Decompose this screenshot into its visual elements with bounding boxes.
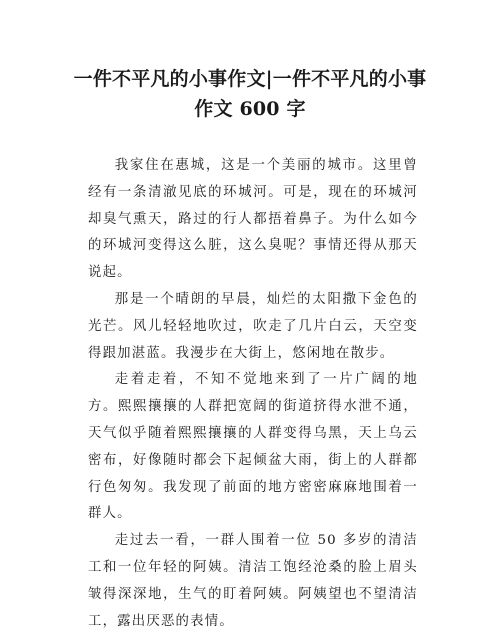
document-title: 一件不平凡的小事作文|一件不平凡的小事作文 600 字 [73, 68, 427, 120]
paragraph: 走过去一看，一群人围着一位 50 多岁的清洁工和一位年轻的阿姨。清洁工饱经沧桑的脸上眉头皱得深深地，生气的盯着阿姨。阿姨望也不望清洁工，露出厌恶的表情。 [88, 533, 418, 629]
paragraph: 走着走着，不知不觉地来到了一片广阔的地方。熙熙攘攘的人群把宽阔的街道挤得水泄不通，天气似乎随着熙熙攘攘的人群变得乌黑，天上乌云密布，好像随时都会下起倾盆大雨，街上的人群都行色匆匆。我发现了前面的地方密密麻麻地围着一群人。 [88, 372, 418, 522]
paragraph: 我家住在惠城，这是一个美丽的城市。这里曾经有一条清澈见底的环城河。可是，现在的环城河却臭气熏天，路过的行人都捂着鼻子。为什么如今的环城河变得这么脏，这么臭呢？事情还得从那天说起。 [88, 158, 418, 281]
article-body [88, 153, 418, 635]
paragraph: 那是一个晴朗的早晨，灿烂的太阳撒下金色的光芒。风儿轻轻地吹过，吹走了几片白云，天空变得跟加湛蓝。我漫步在大街上，悠闲地在散步。 [88, 291, 418, 361]
